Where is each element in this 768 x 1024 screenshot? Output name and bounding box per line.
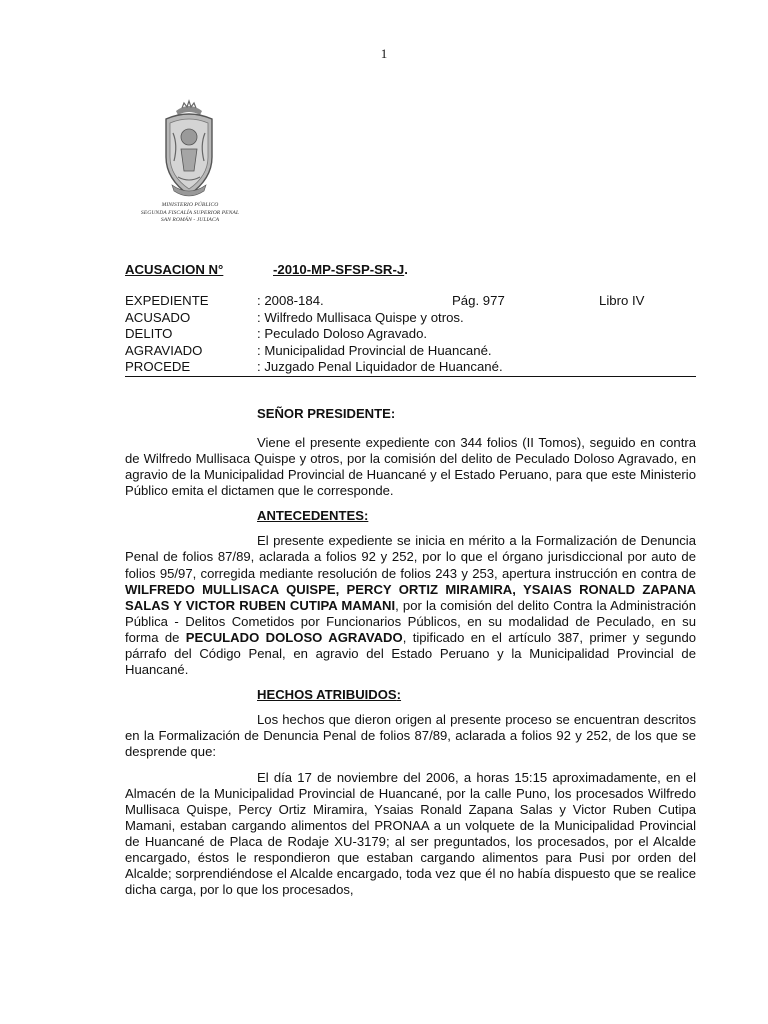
acusacion-code: -2010-MP-SFSP-SR-J [273, 262, 405, 277]
meta-row-delito [125, 326, 696, 343]
hechos-paragraph-1: Los hechos que dieron origen al presente proceso se encuentran descritos en la Formalización de Denuncia Penal de folios 87/89, aclarada a folios 92 y 252, de los que se desprende que: [125, 712, 696, 760]
acusacion-number [125, 262, 408, 277]
salutation: SEÑOR PRESIDENTE: [257, 406, 396, 421]
header-divider [125, 376, 696, 377]
meta-key: PROCEDE [125, 359, 191, 374]
meta-book: Libro IV [599, 293, 645, 308]
meta-row-expediente [125, 293, 696, 310]
intro-paragraph: Viene el presente expediente con 344 folios (II Tomos), seguido en contra de Wilfredo Mullisaca Quispe y otros, por la comisión del delito de Peculado Doloso Agravado, en agravio de la Municipalidad Provincial de Huancané y el Estado Peruano, para que este Ministerio Público emita el dictamen que le corresponde. [125, 435, 696, 499]
meta-value: : Wilfredo Mullisaca Quispe y otros. [257, 309, 464, 325]
meta-key: EXPEDIENTE [125, 293, 209, 308]
page-number: 1 [380, 46, 388, 61]
meta-key: AGRAVIADO [125, 342, 203, 358]
hechos-paragraph-2: El día 17 de noviembre del 2006, a horas 15:15 aproximadamente, en el Almacén de la Municipalidad Provincial de Huancané, por la calle Puno, los procesados Wilfredo Mullisaca Quispe, Percy Ortiz Miramira, Ysaias Ronald Zapana Salas y Victor Ruben Cutipa Mamani, estaban cargando alimentos del PRONAA a un volquete de la Municipalidad Provincial de Huancané de Placa de Rodaje XU-3179; al ser preguntados, los procesados, por el Alcalde encargado, éstos le respondieron que estaban cargando alimentos para Pusi por orden del Alcalde; sorprendiéndose el Alcalde encargado, toda vez que él no había dispuesto que se realice dicha carga, por lo que los procesados, [125, 769, 696, 898]
crime-name: PECULADO DOLOSO AGRAVADO [185, 629, 403, 645]
antecedentes-paragraph [125, 533, 696, 678]
meta-value: : 2008-184. [257, 293, 324, 308]
meta-page: Pág. 977 [452, 293, 505, 308]
antecedentes-text-2: , por la comisión del delito Contra la Administración Pública - Delitos Cometidos por Funcionarios Públicos, en su modalidad de Peculado, en su forma de [125, 597, 696, 645]
antecedentes-heading-text: ANTECEDENTES [257, 508, 364, 524]
acusacion-label: ACUSACION N° [125, 262, 224, 277]
heading-colon: : [363, 508, 369, 524]
seal-caption-line: MINISTERIO PÚBLICO [161, 202, 219, 208]
seal-caption-line: SEGUNDA FISCALÍA SUPERIOR PENAL [140, 209, 240, 216]
meta-row-agraviado [125, 343, 696, 360]
seal-caption [128, 202, 252, 225]
meta-key: DELITO [125, 326, 173, 341]
meta-key: ACUSADO [125, 309, 191, 325]
antecedentes-text-3: , tipificado en el artículo 387, primer y segundo párrafo del Código Penal, en agravio del Estado Peruano y la Municipalidad Provincial de Huancané. [125, 629, 697, 678]
antecedentes-text-1: El presente expediente se inicia en mérito a la Formalización de Denuncia Penal de folios 87/89, aclarada a folios 92 y 252, por lo que el órgano jurisdiccional por auto de folios 95/97, corregida mediante resolución de folios 243 y 253, apertura instrucción en contra de [125, 533, 696, 581]
meta-value: : Juzgado Penal Liquidador de Huancané. [257, 359, 503, 374]
meta-value: : Peculado Doloso Agravado. [257, 326, 428, 341]
case-metadata [125, 293, 696, 376]
heading-colon: : [396, 687, 402, 703]
seal-caption-line: SAN ROMÁN - JULIACA [160, 217, 220, 224]
meta-row-procede [125, 359, 696, 376]
hechos-heading-text: HECHOS ATRIBUIDOS [257, 687, 397, 703]
meta-row-acusado [125, 310, 696, 327]
accused-names: WILFREDO MULLISACA QUISPE, PERCY ORTIZ MIRAMIRA, YSAIAS RONALD ZAPANA SALAS Y VICTOR RUBEN CUTIPA MAMANI [125, 581, 696, 613]
document-body [125, 406, 696, 898]
antecedentes-heading [257, 508, 696, 524]
meta-value: : Municipalidad Provincial de Huancané. [257, 342, 492, 358]
coat-of-arms-seal-icon [160, 99, 218, 203]
acusacion-trail: . [404, 262, 408, 277]
hechos-heading [257, 687, 696, 703]
